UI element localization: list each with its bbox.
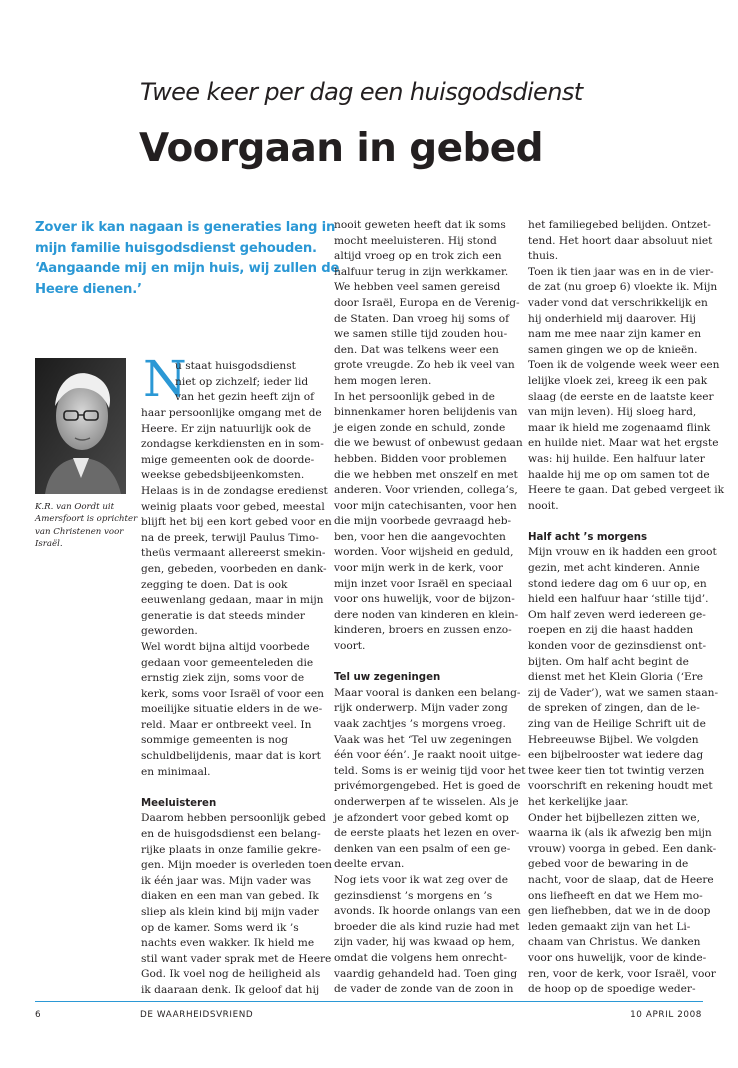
text-line: die mijn voorbede gevraagd heb-: [334, 515, 512, 528]
text-line: weinig plaats voor gebed, meestal: [141, 500, 325, 513]
text-line: bijten. Om half acht begint de: [528, 655, 689, 668]
article-kicker: Twee keer per dag een huisgodsdienst: [140, 78, 583, 106]
text-line: hij onderhield mij daarover. Hij: [528, 312, 696, 325]
text-line: theüs vermaant allereerst smekin-: [141, 547, 326, 560]
caption-line: Amersfoort is oprichter: [35, 514, 138, 525]
text-line: lelijke vloek zei, kreeg ik een pak: [528, 374, 708, 387]
page-number: 6: [35, 1010, 42, 1020]
section-heading: Half acht ’s morgens: [528, 531, 648, 543]
text-line: gen liefhebben, dat we in de doop: [528, 905, 711, 918]
caption-line: Israël.: [35, 538, 63, 549]
text-line: je eigen zonde en schuld, zonde: [334, 421, 506, 434]
text-line: Heere te gaan. Dat gebed vergeet ik: [528, 484, 725, 497]
text-line: het kerkelijke jaar.: [528, 795, 629, 808]
text-line: halfuur terug in zijn werkkamer.: [334, 265, 509, 278]
text-line: de spreken of zingen, dan de le-: [528, 702, 700, 715]
text-line: vaak zachtjes ’s morgens vroeg.: [334, 718, 506, 730]
text-line: voor ons huwelijk, voor de bijzon-: [334, 593, 515, 606]
text-line: was: hij huilde. Een halfuur later: [528, 452, 705, 465]
text-line: ik daaraan denk. Ik geloof dat hij: [141, 983, 320, 996]
text-line: weekse gebedsbijeenkomsten.: [141, 469, 305, 482]
text-line: den. Dat was telkens weer een: [334, 343, 499, 356]
text-line: u staat huisgodsdienst: [175, 360, 296, 372]
text-line: ren, voor de kerk, voor Israël, voor: [528, 967, 716, 980]
text-line: avonds. Ik hoorde onlangs van een: [334, 905, 521, 918]
text-line: blijft het bij een kort gebed voor en: [141, 516, 332, 529]
text-line: voort.: [334, 640, 366, 653]
text-line: gezinsdienst ’s morgens en ’s: [334, 889, 493, 902]
text-line: vaardig gehandeld had. Toen ging: [334, 967, 518, 980]
text-line: zij de Vader’), wat we samen staan-: [528, 686, 719, 699]
text-line: kerk, soms voor Israël of voor een: [141, 687, 324, 700]
paragraph-gap: [528, 514, 708, 530]
text-line: tend. Het hoort daar absoluut niet: [528, 234, 713, 247]
text-line: haar persoonlijke omgang met de: [141, 407, 322, 419]
text-line: sommige gemeenten is nog: [141, 734, 289, 747]
text-line: Maar vooral is danken een belang-: [334, 686, 521, 699]
paragraph-gap: [141, 780, 321, 796]
text-line: op de kamer. Soms werd ik ’s: [141, 921, 299, 934]
text-line: zijn vader, hij was kwaad op hem,: [334, 936, 515, 949]
text-line: van mijn leven). Hij sloeg hard,: [528, 406, 697, 419]
intro-lead: [35, 218, 340, 300]
text-line: nooit.: [528, 499, 559, 512]
text-line: stil want vader sprak met de Heere: [141, 952, 332, 965]
text-line: van het gezin heeft zijn of: [175, 391, 315, 404]
text-line: en de huisgodsdienst een belang-: [141, 828, 321, 841]
text-line: rijke plaats in onze familie gekre-: [141, 843, 322, 856]
paragraph-gap: [334, 655, 514, 671]
text-line: zegging te doen. Dat is ook: [141, 578, 288, 591]
text-line: deelte ervan.: [334, 858, 405, 871]
text-line: Helaas is in de zondagse eredienst: [141, 484, 328, 497]
column-3: [528, 218, 725, 998]
text-line: hebben. Bidden voor problemen: [334, 452, 507, 465]
text-line: mige gemeenten ook de doorde-: [141, 453, 315, 466]
text-line: Heere. Er zijn natuurlijk ook de: [141, 422, 312, 435]
text-line: broeder die als kind ruzie had met: [334, 920, 520, 933]
text-line: dienst met het Klein Gloria (‘Ere: [528, 671, 704, 684]
text-line: dere noden van kinderen en klein-: [334, 608, 519, 621]
text-line: waarna ik (als ik afwezig ben mijn: [528, 827, 712, 840]
text-line: de eerste plaats het lezen en over-: [334, 827, 520, 840]
text-line: altijd vroeg op en trok zich een: [334, 250, 502, 263]
section-heading: Tel uw zegeningen: [334, 672, 441, 684]
text-line: Onder het bijbellezen zitten we,: [528, 811, 700, 824]
text-line: voor mijn catechisanten, voor hen: [334, 499, 517, 512]
text-line: gedaan voor gemeenteleden die: [141, 656, 314, 669]
text-line: Nog iets voor ik wat zeg over de: [334, 873, 508, 886]
text-line: die we hebben met onszelf en met: [334, 468, 518, 481]
text-line: teld. Soms is er weinig tijd voor het: [334, 764, 526, 777]
text-line: door Israël, Europa en de Verenig-: [334, 296, 520, 309]
text-line: geworden.: [141, 625, 198, 638]
text-line: Toen ik tien jaar was en in de vier-: [528, 265, 714, 278]
text-line: hem mogen leren.: [334, 374, 432, 387]
text-line: ik één jaar was. Mijn vader was: [141, 874, 312, 887]
drop-cap: N: [143, 350, 187, 408]
text-line: gen, gebeden, voorbeden en dank-: [141, 562, 327, 575]
text-line: ben, voor hen die aangevochten: [334, 530, 506, 543]
text-line: denken van een psalm of een ge-: [334, 842, 511, 855]
article-title: Voorgaan in gebed: [139, 126, 543, 171]
text-line: vrouw) voorga in gebed. Een dank-: [528, 842, 717, 855]
author-portrait-image: [35, 358, 126, 494]
text-line: haalde hij me op om samen tot de: [528, 468, 710, 481]
text-line: voorschrift en rekening houdt met: [528, 780, 713, 793]
text-line: zing van de Heilige Schrift uit de: [528, 718, 706, 730]
text-line: twee keer tien tot twintig verzen: [528, 764, 705, 777]
text-line: sliep als klein kind bij mijn vader: [141, 906, 319, 918]
text-line: nam me mee naar zijn kamer en: [528, 328, 702, 341]
text-line: hield een halfuur haar ‘stille tijd’.: [528, 593, 709, 606]
text-line: de Staten. Dan vroeg hij soms of: [334, 312, 510, 325]
text-line: worden. Voor wijsheid en geduld,: [334, 546, 514, 559]
text-line: leden gemaakt zijn van het Li-: [528, 920, 691, 933]
text-line: Toen ik de volgende week weer een: [528, 359, 720, 372]
publication-name: DE WAARHEIDSVRIEND: [140, 1010, 254, 1020]
intro-line: Heere dienen.’: [35, 281, 142, 297]
text-line: reld. Maar er ontbreekt veel. In: [141, 718, 312, 731]
author-photo: [35, 358, 126, 494]
text-line: konden voor de gezinsdienst ont-: [528, 640, 707, 653]
intro-line: ‘Aangaande mij en mijn huis, wij zullen de: [35, 261, 340, 276]
text-line: binnenkamer horen belijdenis van: [334, 406, 518, 419]
text-line: nacht, voor de slaap, dat de Heere: [528, 873, 714, 886]
text-line: vader vond dat verschrikkelijk en: [528, 296, 708, 309]
text-line: privémorgengebed. Het is goed de: [334, 780, 521, 793]
text-line: kinderen, broers en zussen enzo-: [334, 624, 512, 637]
text-line: grote vreugde. Zo heb ik veel van: [334, 359, 515, 372]
section-heading: Meeluisteren: [141, 797, 217, 809]
text-line: anderen. Voor vrienden, collega’s,: [334, 484, 518, 497]
text-line: de zat (nu groep 6) vloekte ik. Mijn: [528, 281, 718, 294]
text-line: samen gingen we op de knieën.: [528, 343, 698, 356]
text-line: Vaak was het ‘Tel uw zegeningen: [334, 733, 512, 746]
text-line: de hoop op de spoedige weder-: [528, 983, 696, 996]
text-line: Daarom hebben persoonlijk gebed: [141, 812, 326, 825]
text-line: nachts even wakker. Ik hield me: [141, 937, 315, 950]
text-line: Hebreeuwse Bijbel. We volgden: [528, 733, 699, 746]
text-line: Wel wordt bijna altijd voorbede: [141, 640, 310, 653]
text-line: we samen stille tijd zouden hou-: [334, 328, 508, 341]
text-line: na de preek, terwijl Paulus Timo-: [141, 531, 319, 544]
text-line: voor mijn werk in de kerk, voor: [334, 562, 503, 575]
text-line: chaam van Christus. We danken: [528, 936, 701, 949]
column-1-lead: [175, 359, 325, 406]
text-line: zondagse kerkdiensten en in som-: [141, 438, 324, 451]
text-line: stond iedere dag om 6 uur op, en: [528, 577, 707, 590]
text-line: We hebben veel samen gereisd: [334, 281, 501, 294]
text-line: eeuwenlang gedaan, maar in mijn: [141, 594, 324, 607]
text-line: een bijbelrooster wat iedere dag: [528, 749, 704, 762]
text-line: gebed voor de bewaring in de: [528, 858, 689, 871]
text-line: en minimaal.: [141, 765, 211, 778]
text-line: gen. Mijn moeder is overleden toen: [141, 859, 333, 872]
text-line: één voor één’. Je raakt nooit uitge-: [334, 749, 521, 762]
caption-line: K.R. van Oordt uit: [35, 502, 115, 512]
text-line: omdat die volgens hem onrecht-: [334, 951, 508, 964]
text-line: mocht meeluisteren. Hij stond: [334, 234, 497, 247]
text-line: die we bewust of onbewust gedaan: [334, 437, 523, 450]
text-line: ons liefheeft en dat we Hem mo-: [528, 889, 703, 902]
text-line: gezin, met acht kinderen. Annie: [528, 562, 700, 575]
intro-line: mijn familie huisgodsdienst gehouden.: [35, 240, 317, 256]
text-line: en huilde niet. Maar wat het ergste: [528, 437, 719, 450]
caption-line: van Christenen voor: [35, 526, 124, 537]
text-line: moeilijke situatie elders in de we-: [141, 703, 323, 716]
text-line: mijn inzet voor Israël en speciaal: [334, 577, 513, 590]
text-line: onderwerpen af te wisselen. Als je: [334, 795, 519, 808]
text-line: slaag (de eerste en de laatste keer: [528, 390, 714, 403]
text-line: roepen en zij die haast hadden: [528, 624, 694, 637]
photo-caption: [35, 501, 138, 550]
text-line: je afzondert voor gebed komt op: [334, 811, 509, 824]
text-line: maar ik hield me zogenaamd flink: [528, 421, 711, 434]
column-1: [141, 406, 333, 999]
text-line: generatie is dat steeds minder: [141, 609, 305, 622]
text-line: Mijn vrouw en ik hadden een groot: [528, 546, 717, 559]
text-line: de vader de zonde van de zoon in: [334, 983, 514, 996]
text-line: ernstig ziek zijn, soms voor de: [141, 672, 305, 685]
text-line: God. Ik voel nog de heiligheid als: [141, 968, 321, 981]
text-line: voor ons huwelijk, voor de kinde-: [528, 951, 707, 964]
text-line: nooit geweten heeft dat ik soms: [334, 219, 506, 231]
intro-line: Zover ik kan nagaan is generaties lang in: [35, 220, 336, 235]
text-line: schuldbelijdenis, maar dat is kort: [141, 750, 321, 763]
text-line: thuis.: [528, 250, 559, 263]
text-line: niet op zichzelf; ieder lid: [175, 375, 309, 388]
column-2: [334, 218, 526, 998]
text-line: diaken en een man van gebed. Ik: [141, 890, 319, 903]
text-line: het familiegebed belijden. Ontzet-: [528, 219, 711, 231]
text-line: In het persoonlijk gebed in de: [334, 390, 495, 403]
issue-date: 10 APRIL 2008: [630, 1010, 702, 1020]
footer-rule: [35, 1001, 703, 1002]
text-line: Om half zeven werd iedereen ge-: [528, 608, 706, 621]
text-line: rijk onderwerp. Mijn vader zong: [334, 702, 508, 715]
